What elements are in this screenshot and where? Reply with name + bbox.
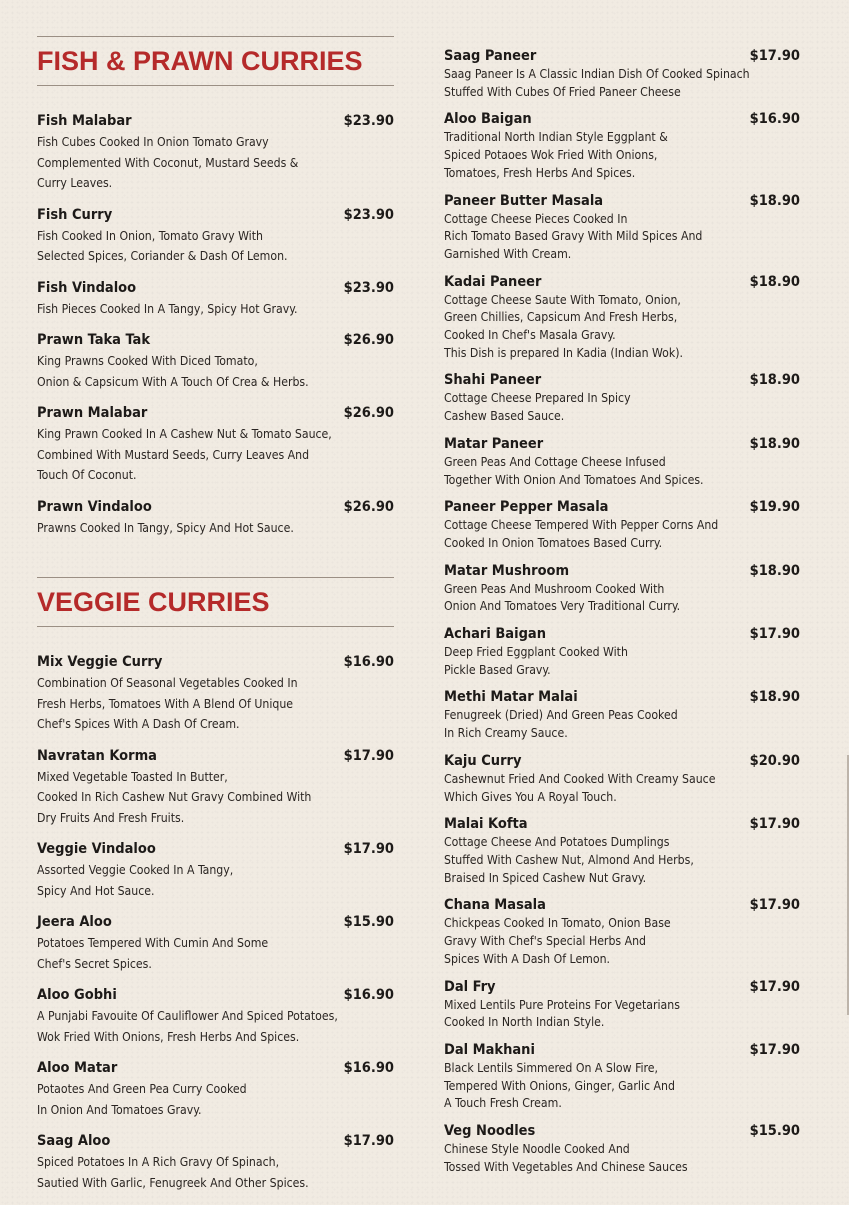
menu-item-aloo-matar <box>37 1059 394 1120</box>
item-price: $26.90 <box>343 498 394 515</box>
menu-item-saag-aloo <box>37 1132 394 1193</box>
menu-item-fish-vindaloo <box>37 279 394 320</box>
description-line: Cottage Cheese Tempered With Pepper Corns And <box>444 518 719 533</box>
item-header <box>444 1122 800 1141</box>
description-line: Combined With Mustard Seeds, Curry Leaves And <box>37 447 310 462</box>
item-description <box>444 292 800 363</box>
description-line: Cooked In Chef's Masala Gravy. <box>444 328 616 343</box>
item-name: Paneer Pepper Masala <box>444 499 609 516</box>
item-name: Shahi Paneer <box>444 372 542 389</box>
item-name: Dal Makhani <box>444 1041 535 1058</box>
item-description <box>37 518 394 539</box>
menu-item-prawn-taka-tak <box>37 331 394 392</box>
item-description <box>37 860 394 901</box>
item-header <box>444 752 800 771</box>
menu-item-matar-mushroom <box>444 562 800 616</box>
item-price: $16.90 <box>343 654 394 670</box>
description-line: Fish Cooked In Onion, Tomato Gravy With <box>37 228 263 243</box>
item-price: $18.90 <box>749 562 800 579</box>
item-name: Dal Fry <box>444 978 496 995</box>
description-line: Stuffed With Cubes Of Fried Paneer Cheese <box>444 84 681 99</box>
description-line: Spiced Potaoes Wok Fried With Onions, <box>444 148 658 163</box>
item-description <box>444 1141 800 1176</box>
item-header <box>37 279 394 298</box>
right-column <box>444 47 800 1185</box>
description-line: Cottage Cheese And Potatoes Dumplings <box>444 835 670 850</box>
item-price: $17.90 <box>749 626 800 643</box>
item-header <box>37 1059 394 1078</box>
description-line: Traditional North Indian Style Eggplant & <box>444 130 668 145</box>
item-name: Matar Mushroom <box>444 562 570 579</box>
item-price: $18.90 <box>749 435 800 452</box>
item-description <box>444 390 800 425</box>
description-line: Tossed With Vegetables And Chinese Sauces <box>444 1159 688 1174</box>
description-line: Cooked In Onion Tomatoes Based Curry. <box>444 535 663 550</box>
description-line: Cottage Cheese Pieces Cooked In <box>444 211 628 226</box>
item-name: Saag Aloo <box>37 1133 111 1149</box>
item-price: $18.90 <box>749 273 800 290</box>
description-line: Pickle Based Gravy. <box>444 662 551 677</box>
item-name: Aloo Matar <box>37 1060 118 1076</box>
description-line: Gravy With Chef's Special Herbs And <box>444 934 647 949</box>
item-price: $15.90 <box>343 914 394 930</box>
description-line: A Touch Fresh Cream. <box>444 1096 562 1111</box>
description-line: Fish Cubes Cooked In Onion Tomato Gravy <box>37 135 269 149</box>
item-name: Veggie Vindaloo <box>37 841 156 857</box>
description-line: Spicy And Hot Sauce. <box>37 883 155 898</box>
menu-item-veg-noodles <box>444 1122 800 1176</box>
item-header <box>444 562 800 581</box>
description-line: Together With Onion And Tomatoes And Spices. <box>444 472 704 487</box>
item-header <box>37 840 394 859</box>
item-name: Saag Paneer <box>444 48 537 64</box>
item-description <box>37 299 394 320</box>
description-line: Curry Leaves. <box>37 176 113 190</box>
description-line: Chef's Spices With A Dash Of Cream. <box>37 717 240 731</box>
item-name: Aloo Gobhi <box>37 987 117 1003</box>
section-divider <box>37 36 394 37</box>
item-description <box>444 129 800 182</box>
item-description <box>37 424 394 486</box>
menu-item-chana-masala <box>444 896 800 968</box>
item-header <box>37 112 394 131</box>
item-price: $17.90 <box>749 48 800 64</box>
menu-item-malai-kofta <box>444 815 800 887</box>
item-name: Paneer Butter Masala <box>444 192 604 209</box>
item-description <box>444 834 800 887</box>
item-description <box>444 517 800 552</box>
item-price: $23.90 <box>343 206 394 223</box>
item-price: $17.90 <box>343 1133 394 1149</box>
menu-item-kaju-curry <box>444 752 800 806</box>
item-price: $17.90 <box>749 978 800 995</box>
description-line: Tempered With Onions, Ginger, Garlic And <box>444 1078 675 1093</box>
description-line: Saag Paneer Is A Classic Indian Dish Of Cooked Spinach <box>444 67 750 81</box>
section-divider <box>37 577 394 578</box>
item-description <box>37 1079 394 1120</box>
item-header <box>37 404 394 423</box>
menu-item-mix-veggie-curry <box>37 653 394 735</box>
description-line: Braised In Spiced Cashew Nut Gravy. <box>444 870 647 885</box>
item-price: $23.90 <box>343 279 394 296</box>
item-description <box>37 933 394 974</box>
item-description <box>444 66 800 101</box>
description-line: Sautied With Garlic, Fenugreek And Other Spices. <box>37 1175 309 1190</box>
description-line: Potatoes Tempered With Cumin And Some <box>37 936 269 950</box>
description-line: Tomatoes, Fresh Herbs And Spices. <box>444 165 636 180</box>
item-description <box>444 915 800 968</box>
left-column <box>37 36 394 1205</box>
item-header <box>444 896 800 915</box>
item-description <box>444 771 800 806</box>
description-line: In Rich Creamy Sauce. <box>444 726 568 741</box>
description-line: Fenugreek (Dried) And Green Peas Cooked <box>444 708 678 723</box>
item-description <box>444 1060 800 1113</box>
item-name: Chana Masala <box>444 897 546 914</box>
description-line: Spiced Potatoes In A Rich Gravy Of Spinach, <box>37 1155 280 1169</box>
description-line: Cooked In Rich Cashew Nut Gravy Combined With <box>37 790 312 804</box>
item-price: $20.90 <box>749 752 800 769</box>
item-name: Malai Kofta <box>444 816 528 833</box>
item-header <box>37 747 394 766</box>
item-price: $19.90 <box>749 499 800 516</box>
item-header <box>444 435 800 454</box>
description-line: Green Chillies, Capsicum And Fresh Herbs, <box>444 310 678 325</box>
description-line: Onion And Tomatoes Very Traditional Curry. <box>444 599 681 614</box>
item-price: $18.90 <box>749 372 800 389</box>
item-name: Navratan Korma <box>37 747 157 764</box>
description-line: Combination Of Seasonal Vegetables Cooked In <box>37 676 298 690</box>
menu-item-paneer-butter-masala <box>444 192 800 264</box>
item-name: Prawn Taka Tak <box>37 332 151 348</box>
item-description <box>37 1006 394 1047</box>
description-line: Deep Fried Eggplant Cooked With <box>444 645 628 660</box>
item-description <box>37 132 394 194</box>
description-line: Complemented With Coconut, Mustard Seeds & <box>37 155 299 170</box>
menu-item-saag-paneer <box>444 47 800 101</box>
item-price: $16.90 <box>343 987 394 1003</box>
description-line: Chickpeas Cooked In Tomato, Onion Base <box>444 916 671 931</box>
description-line: Mixed Vegetable Toasted In Butter, <box>37 769 228 784</box>
item-description <box>444 997 800 1032</box>
description-line: King Prawn Cooked In A Cashew Nut & Tomato Sauce, <box>37 427 332 441</box>
item-price: $17.90 <box>343 747 394 764</box>
description-line: A Punjabi Favouite Of Cauliflower And Spiced Potatoes, <box>37 1009 338 1023</box>
description-line: Cashew Based Sauce. <box>444 409 565 424</box>
menu-item-jeera-aloo <box>37 913 394 974</box>
item-header <box>444 688 800 707</box>
section-divider <box>37 626 394 627</box>
menu-item-methi-matar-malai <box>444 688 800 742</box>
section-divider <box>37 85 394 86</box>
menu-item-achari-baigan <box>444 625 800 679</box>
description-line: Mixed Lentils Pure Proteins For Vegetarians <box>444 997 680 1012</box>
item-name: Prawn Malabar <box>37 405 148 421</box>
description-line: Cottage Cheese Prepared In Spicy <box>444 391 631 406</box>
menu-item-kadai-paneer <box>444 273 800 363</box>
item-price: $16.90 <box>749 111 800 128</box>
item-description <box>444 644 800 679</box>
description-line: Spices With A Dash Of Lemon. <box>444 951 611 966</box>
menu-item-prawn-vindaloo <box>37 498 394 539</box>
description-line: Cashewnut Fried And Cooked With Creamy Sauce <box>444 771 716 786</box>
item-price: $17.90 <box>749 1041 800 1058</box>
item-price: $16.90 <box>343 1060 394 1076</box>
description-line: Cottage Cheese Saute With Tomato, Onion, <box>444 292 681 307</box>
menu-item-veggie-vindaloo <box>37 840 394 901</box>
item-name: Kadai Paneer <box>444 273 542 290</box>
menu-item-paneer-pepper-masala <box>444 498 800 552</box>
description-line: Rich Tomato Based Gravy With Mild Spices And <box>444 229 703 244</box>
item-price: $18.90 <box>749 192 800 209</box>
item-description <box>37 673 394 735</box>
menu-item-fish-curry <box>37 206 394 267</box>
menu-item-fish-malabar <box>37 112 394 194</box>
item-description <box>37 1152 394 1193</box>
description-line: Potaotes And Green Pea Curry Cooked <box>37 1082 247 1096</box>
item-price: $26.90 <box>343 332 394 348</box>
menu-item-navratan-korma <box>37 747 394 829</box>
description-line: Green Peas And Mushroom Cooked With <box>444 581 665 596</box>
item-header <box>444 110 800 129</box>
item-name: Prawn Vindaloo <box>37 498 152 515</box>
item-header <box>444 978 800 997</box>
item-header <box>37 913 394 932</box>
description-line: Fresh Herbs, Tomatoes With A Blend Of Unique <box>37 696 294 711</box>
item-price: $17.90 <box>749 816 800 833</box>
description-line: Fish Pieces Cooked In A Tangy, Spicy Hot Gravy. <box>37 301 298 316</box>
item-name: Fish Curry <box>37 206 113 223</box>
item-description <box>444 211 800 264</box>
item-header <box>444 498 800 517</box>
description-line: Assorted Veggie Cooked In A Tangy, <box>37 863 234 877</box>
description-line: Dry Fruits And Fresh Fruits. <box>37 810 185 825</box>
description-line: Touch Of Coconut. <box>37 468 137 482</box>
menu-item-dal-makhani <box>444 1041 800 1113</box>
item-name: Kaju Curry <box>444 752 522 769</box>
item-header <box>444 47 800 66</box>
description-line: This Dish is prepared In Kadia (Indian Wok). <box>444 345 683 360</box>
item-price: $26.90 <box>343 405 394 421</box>
item-header <box>37 653 394 672</box>
menu-item-shahi-paneer <box>444 371 800 425</box>
item-header <box>37 331 394 350</box>
item-price: $23.90 <box>343 113 394 129</box>
menu-item-prawn-malabar <box>37 404 394 486</box>
item-name: Jeera Aloo <box>37 914 112 930</box>
item-price: $18.90 <box>749 689 800 706</box>
item-header <box>444 273 800 292</box>
item-header <box>37 206 394 225</box>
item-price: $15.90 <box>749 1123 800 1140</box>
description-line: Which Gives You A Royal Touch. <box>444 789 617 804</box>
description-line: Chef's Secret Spices. <box>37 956 152 971</box>
item-name: Fish Vindaloo <box>37 279 137 296</box>
item-name: Aloo Baigan <box>444 111 532 128</box>
description-line: King Prawns Cooked With Diced Tomato, <box>37 354 258 368</box>
menu-item-matar-paneer <box>444 435 800 489</box>
description-line: Green Peas And Cottage Cheese Infused <box>444 454 666 469</box>
description-line: Onion & Capsicum With A Touch Of Crea & Herbs. <box>37 374 309 389</box>
description-line: Wok Fried With Onions, Fresh Herbs And Spices. <box>37 1029 300 1044</box>
description-line: Chinese Style Noodle Cooked And <box>444 1142 630 1157</box>
menu-item-dal-fry <box>444 978 800 1032</box>
item-header <box>444 192 800 211</box>
section-title-veggie-curries: VEGGIE CURRIES <box>37 587 270 617</box>
description-line: Garnished With Cream. <box>444 246 572 261</box>
description-line: In Onion And Tomatoes Gravy. <box>37 1102 202 1117</box>
description-line: Black Lentils Simmered On A Slow Fire, <box>444 1060 659 1075</box>
item-header <box>444 625 800 644</box>
item-description <box>444 581 800 616</box>
item-description <box>444 707 800 742</box>
item-price: $17.90 <box>749 897 800 914</box>
item-header <box>37 498 394 517</box>
item-name: Matar Paneer <box>444 435 544 452</box>
item-name: Methi Matar Malai <box>444 689 578 706</box>
item-description <box>37 767 394 829</box>
section-title-fish-and-prawn-curries: FISH & PRAWN CURRIES <box>37 46 363 76</box>
item-description <box>444 454 800 489</box>
item-header <box>444 371 800 390</box>
item-name: Veg Noodles <box>444 1123 536 1140</box>
item-header <box>37 986 394 1005</box>
section-spacer <box>37 550 394 577</box>
description-line: Stuffed With Cashew Nut, Almond And Herbs, <box>444 852 694 867</box>
item-description <box>37 351 394 392</box>
description-line: Selected Spices, Coriander & Dash Of Lemon. <box>37 249 288 263</box>
item-name: Fish Malabar <box>37 113 132 129</box>
description-line: Cooked In North Indian Style. <box>444 1015 605 1030</box>
item-price: $17.90 <box>343 841 394 857</box>
description-line: Prawns Cooked In Tangy, Spicy And Hot Sauce. <box>37 520 294 535</box>
item-header <box>37 1132 394 1151</box>
item-name: Achari Baigan <box>444 626 546 643</box>
menu-item-aloo-gobhi <box>37 986 394 1047</box>
item-header <box>444 1041 800 1060</box>
item-name: Mix Veggie Curry <box>37 654 163 670</box>
menu-item-aloo-baigan <box>444 110 800 182</box>
item-description <box>37 226 394 267</box>
item-header <box>444 815 800 834</box>
